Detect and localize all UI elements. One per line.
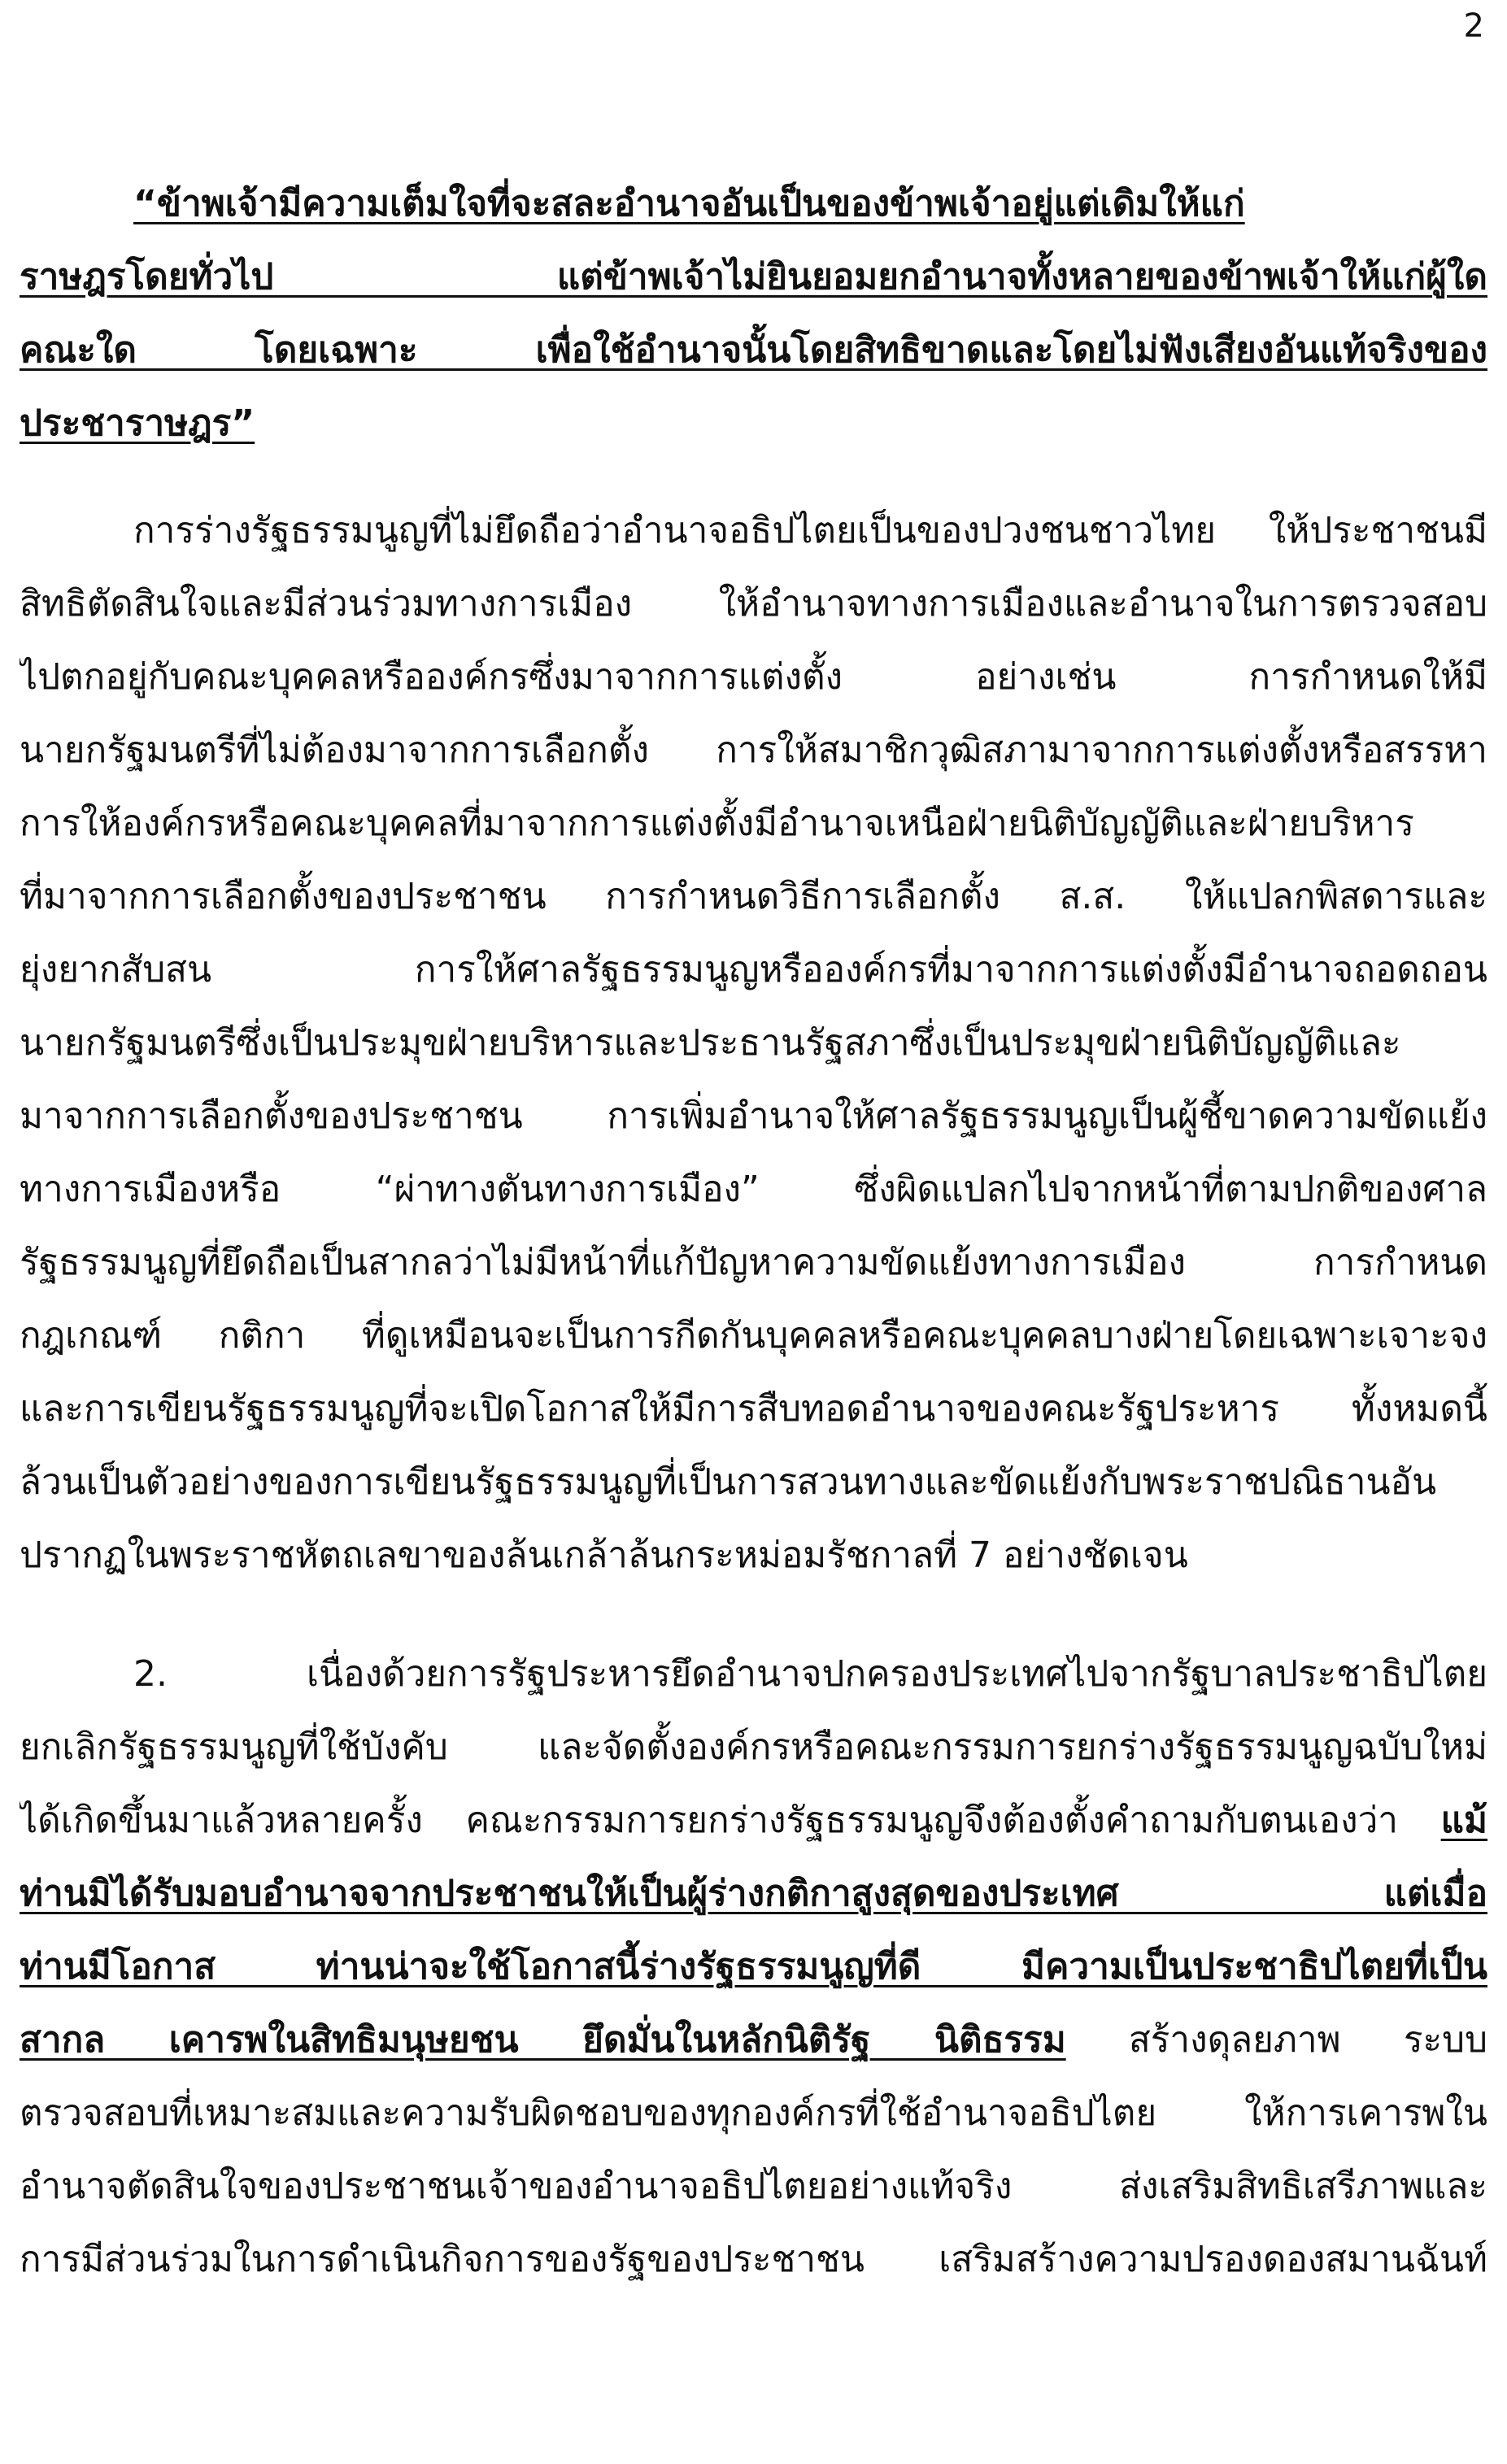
paragraph-line: การให้องค์กรหรือคณะบุคคลที่มาจากการแต่งตั้งมีอำนาจเหนือฝ่ายนิติบัญญัติและฝ่ายบริหาร [20,803,1414,844]
paragraph-line: ล้วนเป็นตัวอย่างของการเขียนรัฐธรรมนูญที่เป็นการสวนทางและขัดแย้งกับพระราชปณิธานอัน [20,1461,1437,1503]
paragraph-line: 2. เนื่องด้วยการรัฐประหารยึดอำนาจปกครองประเทศไปจากรัฐบาลประชาธิปไตย [133,1653,1487,1695]
quote-line: คณะใด โดยเฉพาะ เพื่อใช้อำนาจนั้นโดยสิทธิขาดและโดยไม่ฟังเสียงอันแท้จริงของ [20,329,1487,371]
page-number: 2 [1463,7,1484,45]
paragraph-line: ที่มาจากการเลือกตั้งของประชาชน การกำหนดวิธีการเลือกตั้ง ส.ส. ให้แปลกพิสดารและ [20,876,1487,917]
paragraph-line: การร่างรัฐธรรมนูญที่ไม่ยึดถือว่าอำนาจอธิปไตยเป็นของปวงชนชาวไทย ให้ประชาชนมี [133,510,1487,551]
paragraph-line: นายกรัฐมนตรีที่ไม่ต้องมาจากการเลือกตั้ง การให้สมาชิกวุฒิสภามาจากการแต่งตั้งหรือสรรหา [20,729,1487,771]
emphasized-text: สากล เคารพในสิทธิมนุษยชน ยึดมั่นในหลักนิติรัฐ นิติธรรม [20,2019,1066,2061]
quote-line: ประชาราษฎร” [20,403,255,444]
paragraph-1 [20,494,1487,1592]
paragraph-line: นายกรัฐมนตรีซึ่งเป็นประมุขฝ่ายบริหารและประธานรัฐสภาซึ่งเป็นประมุขฝ่ายนิติบัญญัติและ [20,1022,1401,1064]
quote-line: “ข้าพเจ้ามีความเต็มใจที่จะสละอำนาจอันเป็นของข้าพเจ้าอยู่แต่เดิมให้แก่ [133,183,1245,224]
plain-text: สร้างดุลยภาพ ระบบ [1065,2019,1487,2061]
royal-quote-block [20,168,1487,460]
paragraph-2 [20,1638,1487,2296]
paragraph-line: มาจากการเลือกตั้งของประชาชน การเพิ่มอำนาจให้ศาลรัฐธรรมนูญเป็นผู้ชี้ขาดความขัดแย้ง [20,1095,1487,1137]
paragraph-line: อำนาจตัดสินใจของประชาชนเจ้าของอำนาจอธิปไตยอย่างแท้จริง ส่งเสริมสิทธิเสรีภาพและ [20,2166,1487,2207]
paragraph-line: สิทธิตัดสินใจและมีส่วนร่วมทางการเมือง ให้อำนาจทางการเมืองและอำนาจในการตรวจสอบ [20,583,1487,625]
paragraph-line: ยกเลิกรัฐธรรมนูญที่ใช้บังคับ และจัดตั้งองค์กรหรือคณะกรรมการยกร่างรัฐธรรมนูญฉบับใหม่ [20,1726,1487,1768]
paragraph-line: รัฐธรรมนูญที่ยึดถือเป็นสากลว่าไม่มีหน้าที่แก้ปัญหาความขัดแย้งทางการเมือง การกำหนด [20,1242,1487,1283]
emphasized-text: แม้ [1440,1800,1487,1841]
document-body [20,168,1487,2296]
paragraph-line: ตรวจสอบที่เหมาะสมและความรับผิดชอบของทุกองค์กรที่ใช้อำนาจอธิปไตย ให้การเคารพใน [20,2092,1487,2134]
paragraph-line: และการเขียนรัฐธรรมนูญที่จะเปิดโอกาสให้มีการสืบทอดอำนาจของคณะรัฐประหาร ทั้งหมดนี้ [20,1388,1487,1430]
paragraph-line [20,1784,1487,1857]
paragraph-line [20,2004,1487,2077]
paragraph-line: กฎเกณฑ์ กติกา ที่ดูเหมือนจะเป็นการกีดกันบุคคลหรือคณะบุคคลบางฝ่ายโดยเฉพาะเจาะจง [20,1315,1487,1356]
paragraph-line: ไปตกอยู่กับคณะบุคคลหรือองค์กรซึ่งมาจากการแต่งตั้ง อย่างเช่น การกำหนดให้มี [20,656,1487,698]
quote-line: ราษฎรโดยทั่วไป แต่ข้าพเจ้าไม่ยินยอมยกอำนาจทั้งหลายของข้าพเจ้าให้แก่ผู้ใด [20,256,1487,298]
plain-text: ได้เกิดขึ้นมาแล้วหลายครั้ง คณะกรรมการยกร่างรัฐธรรมนูญจึงต้องตั้งคำถามกับตนเองว่า [20,1800,1441,1841]
emphasized-line: ท่านมีโอกาส ท่านน่าจะใช้โอกาสนี้ร่างรัฐธรรมนูญที่ดี มีความเป็นประชาธิปไตยที่เป็น [20,1946,1487,1987]
paragraph-line: การมีส่วนร่วมในการดำเนินกิจการของรัฐของประชาชน เสริมสร้างความปรองดองสมานฉันท์ [20,2239,1487,2280]
paragraph-line: ยุ่งยากสับสน การให้ศาลรัฐธรรมนูญหรือองค์กรที่มาจากการแต่งตั้งมีอำนาจถอดถอน [20,949,1487,990]
emphasized-line: ท่านมิได้รับมอบอำนาจจากประชาชนให้เป็นผู้ร่างกติกาสูงสุดของประเทศ แต่เมื่อ [20,1873,1487,1914]
paragraph-line: ปรากฏในพระราชหัตถเลขาของล้นเกล้าล้นกระหม่อมรัชกาลที่ 7 อย่างชัดเจน [20,1535,1188,1576]
paragraph-line: ทางการเมืองหรือ “ผ่าทางตันทางการเมือง” ซึ่งผิดแปลกไปจากหน้าที่ตามปกติของศาล [20,1169,1487,1210]
